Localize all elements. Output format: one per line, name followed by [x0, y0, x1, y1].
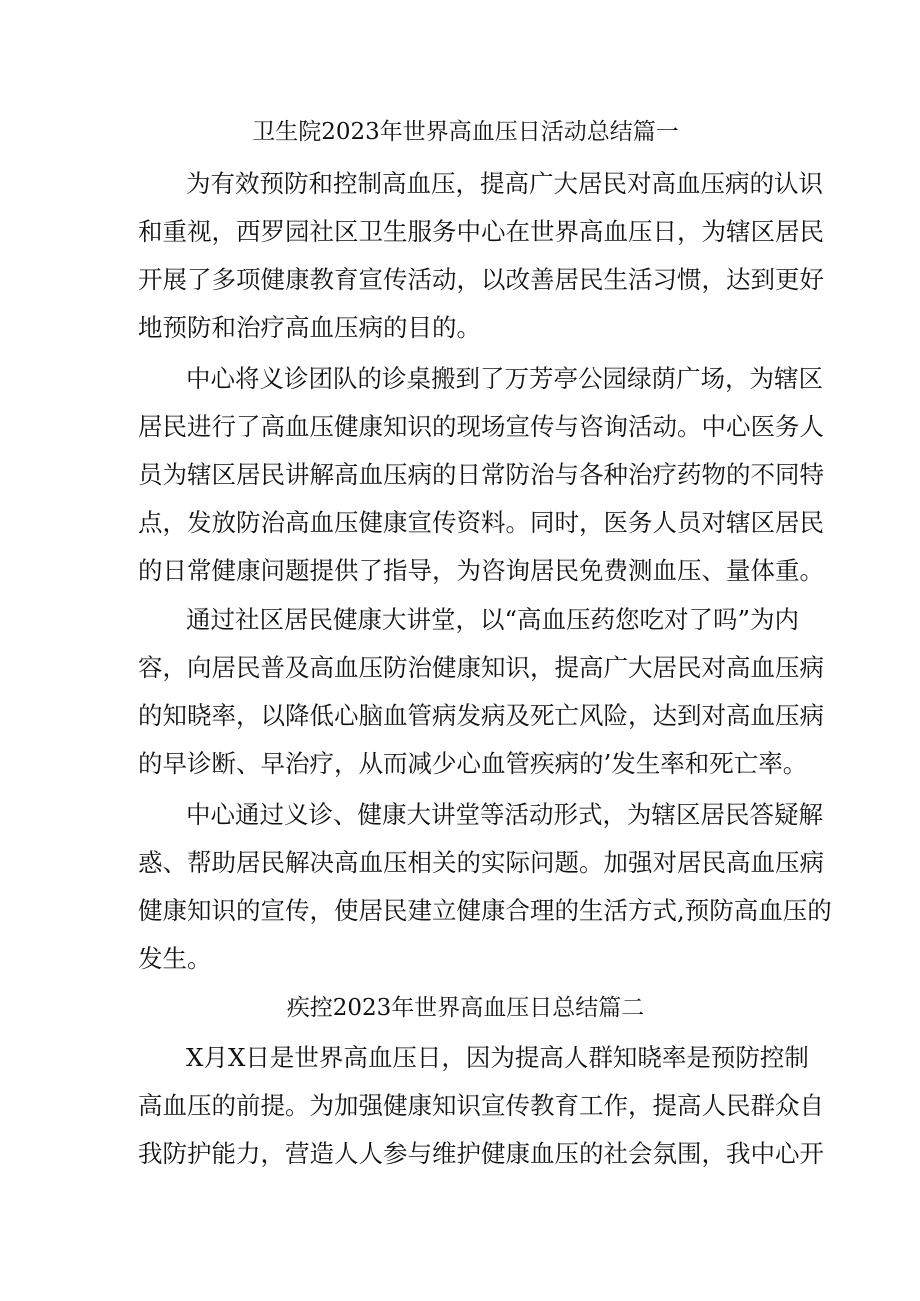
paragraph-line: 我防护能力，营造人人参与维护健康血压的社会氛围，我中心开 — [138, 1139, 824, 1168]
paragraph-line: 通过社区居民健康大讲堂，以“高血压药您吃对了吗”为内 — [186, 605, 800, 634]
paragraph-line: 健康知识的宣传，使居民建立健康合理的生活方式,预防高血压的 — [138, 896, 832, 925]
paragraph-line: 容，向居民普及高血压防治健康知识，提高广大居民对高血压病 — [138, 653, 824, 682]
paragraph-line: 居民进行了高血压健康知识的现场宣传与咨询活动。中心医务人 — [138, 412, 824, 441]
paragraph-line: 中心将义诊团队的诊桌搬到了万芳亭公园绿荫广场，为辖区 — [186, 364, 823, 393]
paragraph-line: 惑、帮助居民解决高血压相关的实际问题。加强对居民高血压病 — [138, 848, 824, 877]
paragraph-line: 高血压的前提。为加强健康知识宣传教育工作，提高人民群众自 — [138, 1091, 824, 1120]
paragraph-line: 和重视，西罗园社区卫生服务中心在世界高血压日，为辖区居民 — [138, 217, 824, 246]
paragraph-line: 开展了多项健康教育宣传活动，以改善居民生活习惯，达到更好 — [138, 265, 824, 294]
paragraph-line: 发生。 — [138, 944, 212, 973]
section1-title: 卫生院2023年世界高血压日活动总结篇一 — [252, 119, 679, 145]
paragraph-line: 的日常健康问题提供了指导，为咨询居民免费测血压、量体重。 — [138, 556, 824, 585]
paragraph-line: 员为辖区居民讲解高血压病的日常防治与各种治疗药物的不同特 — [138, 460, 824, 489]
paragraph-line: 点，发放防治高血压健康宣传资料。同时，医务人员对辖区居民 — [138, 508, 824, 537]
paragraph-line: 为有效预防和控制高血压，提高广大居民对高血压病的认识 — [186, 169, 823, 198]
paragraph-line: 的早诊断、早治疗，从而减少心血管疾病的’发生率和死亡率。 — [138, 749, 808, 778]
paragraph-line: 的知晓率，以降低心脑血管病发病及死亡风险，达到对高血压病 — [138, 701, 824, 730]
paragraph-line: X月X日是世界高血压日，因为提高人群知晓率是预防控制 — [186, 1043, 809, 1072]
section2-title: 疾控2023年世界高血压日总结篇二 — [286, 995, 645, 1021]
paragraph-line: 地预防和治疗高血压病的目的。 — [138, 313, 481, 342]
paragraph-line: 中心通过义诊、健康大讲堂等活动形式，为辖区居民答疑解 — [186, 800, 823, 829]
